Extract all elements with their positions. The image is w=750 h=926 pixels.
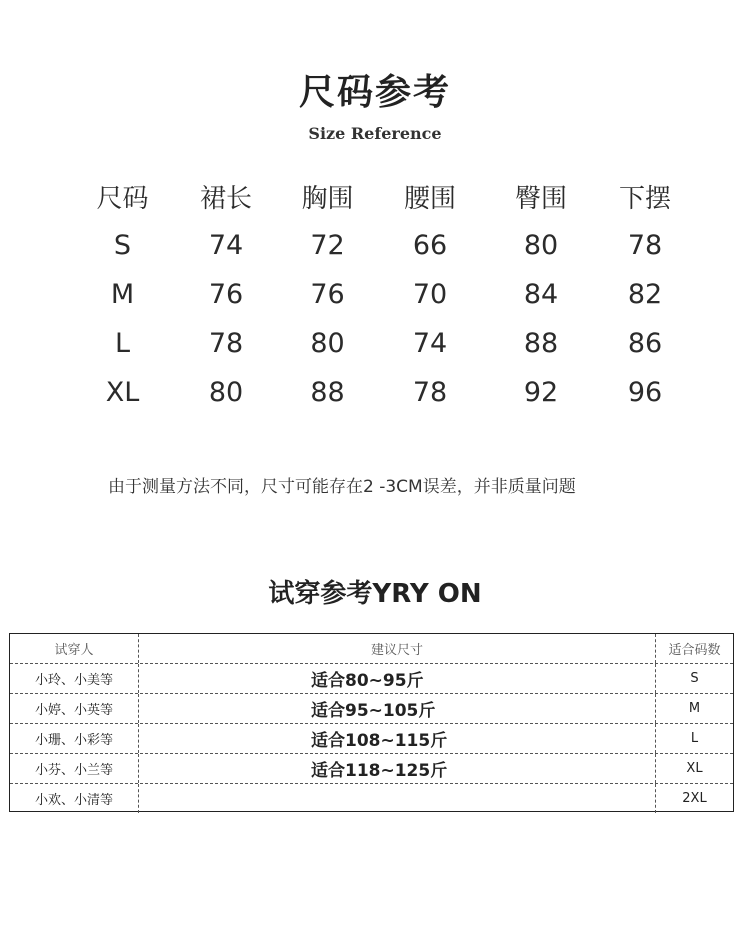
table-cell: 74 (412, 328, 448, 359)
table-cell (139, 784, 656, 813)
table-row (10, 724, 733, 754)
table-cell: S (113, 230, 132, 261)
table-row (70, 319, 710, 368)
table-cell: 86 (627, 328, 663, 359)
table-cell: 小婷、小英等 (10, 694, 139, 723)
table-cell: M (110, 279, 135, 310)
size-table-header (70, 172, 710, 221)
table-cell: M (688, 701, 701, 716)
measurement-note: 由于测量方法不同，尺寸可能存在2 -3CM误差，并非质量问题 (108, 477, 576, 497)
table-cell: L (114, 328, 131, 359)
size-reference-table (70, 172, 710, 417)
table-cell: 78 (208, 328, 244, 359)
table-cell: XL (686, 761, 703, 776)
table-cell: 66 (412, 230, 448, 261)
page-title: 尺码参考 (298, 72, 451, 113)
column-header-length: 裙长 (199, 184, 252, 214)
table-row (70, 368, 710, 417)
column-header-bust: 胸围 (301, 184, 354, 214)
table-cell: XL (105, 377, 140, 408)
tryon-table-header (10, 634, 733, 664)
table-cell: 92 (523, 377, 559, 408)
table-row (10, 784, 733, 813)
column-header-waist: 腰围 (403, 184, 456, 214)
column-header-size: 尺码 (96, 184, 149, 214)
column-header-tester: 试穿人 (10, 634, 139, 663)
table-cell: 78 (627, 230, 663, 261)
column-header-suggested-size: 建议尺寸 (139, 634, 656, 663)
column-header-fit-size: 适合码数 (668, 643, 721, 658)
table-cell: L (690, 731, 699, 746)
table-cell: 小玲、小美等 (10, 664, 139, 693)
table-row (10, 754, 733, 784)
table-cell: S (690, 671, 699, 686)
column-header-hip: 臀围 (514, 184, 567, 214)
table-cell: 72 (310, 230, 345, 261)
table-cell: 适合118~125斤 (139, 754, 656, 783)
table-cell: 2XL (682, 791, 707, 806)
table-cell: 74 (208, 230, 244, 261)
table-cell: 70 (412, 279, 448, 310)
table-row (70, 270, 710, 319)
table-row (70, 221, 710, 270)
table-cell: 82 (627, 279, 663, 310)
tryon-table (9, 633, 734, 812)
table-cell: 78 (412, 377, 448, 408)
table-cell: 88 (310, 377, 345, 408)
table-cell: 80 (523, 230, 559, 261)
table-cell: 适合95~105斤 (139, 694, 656, 723)
table-cell: 96 (627, 377, 663, 408)
table-cell: 80 (310, 328, 345, 359)
table-cell: 小欢、小清等 (10, 784, 139, 813)
table-cell: 小珊、小彩等 (10, 724, 139, 753)
table-cell: 88 (523, 328, 559, 359)
page-subtitle: Size Reference (308, 124, 442, 143)
table-cell: 小芬、小兰等 (10, 754, 139, 783)
table-cell: 适合108~115斤 (139, 724, 656, 753)
table-row (10, 694, 733, 724)
tryon-title: 试穿参考YRY ON (268, 579, 482, 609)
table-cell: 80 (208, 377, 244, 408)
table-cell: 76 (208, 279, 244, 310)
table-cell: 84 (523, 279, 559, 310)
table-row (10, 664, 733, 694)
column-header-hem: 下摆 (618, 184, 671, 214)
table-cell: 适合80~95斤 (139, 664, 656, 693)
table-cell: 76 (310, 279, 345, 310)
